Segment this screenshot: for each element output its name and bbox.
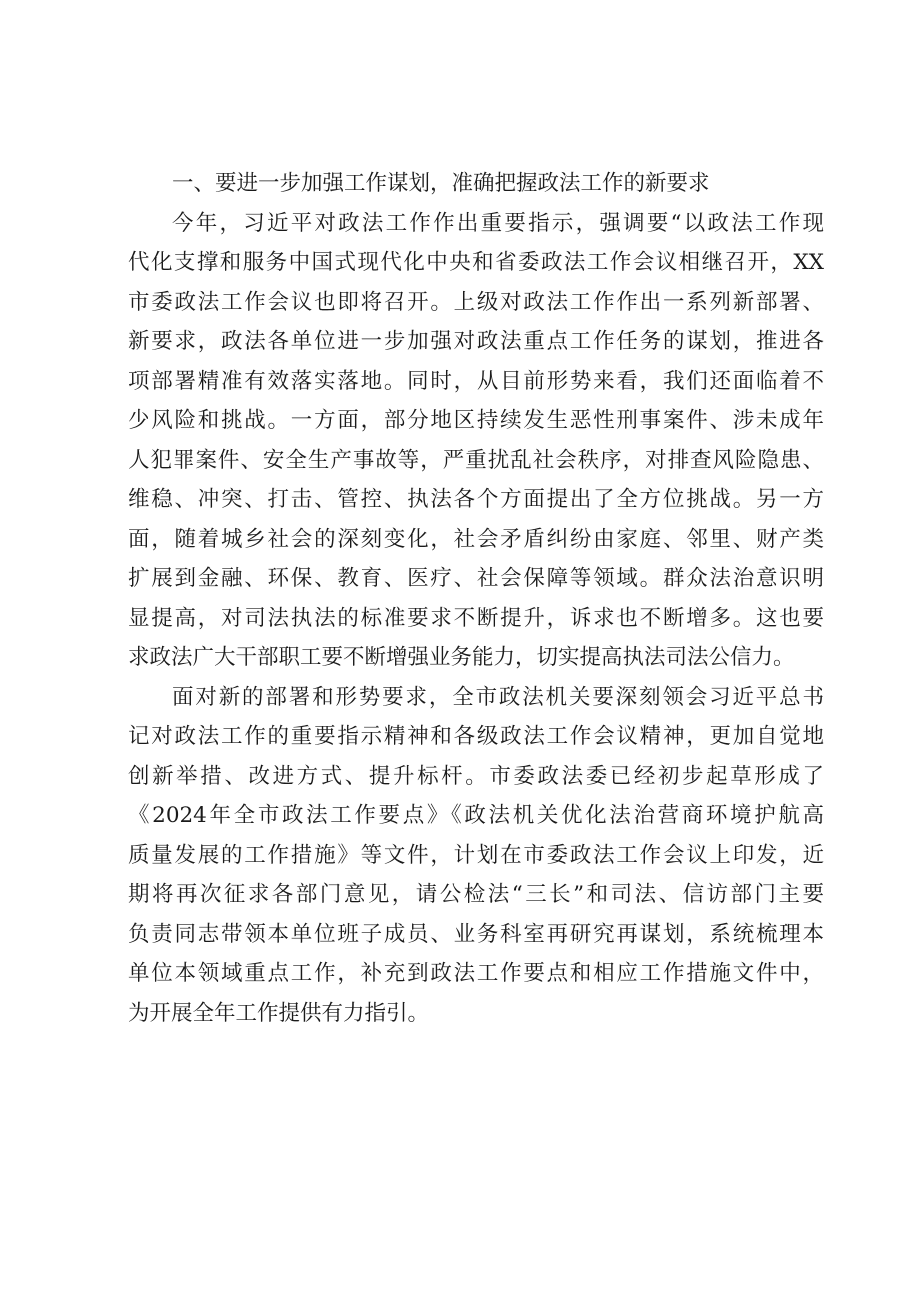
paragraph-line: 人犯罪案件、安全生产事故等，严重扰乱社会秩序，对排查风险隐患、 bbox=[128, 447, 824, 473]
paragraph-line: 维稳、冲突、打击、管控、执法各个方面提出了全方位挑战。另一方 bbox=[128, 487, 824, 512]
paragraph-line: 今年，习近平对政法工作作出重要指示，强调要“以政法工作现 bbox=[172, 210, 824, 236]
paragraph-1 bbox=[128, 204, 824, 678]
paragraph-line: 求政法广大干部职工要不断增强业务能力，切实提高执法司法公信力。 bbox=[128, 645, 795, 670]
paragraph-line: 少风险和挑战。一方面，部分地区持续发生恶性刑事案件、涉未成年 bbox=[128, 408, 824, 433]
document-body bbox=[128, 164, 824, 1033]
paragraph-line: 扩展到金融、环保、教育、医疗、社会保障等领域。群众法治意识明 bbox=[128, 566, 824, 591]
paragraph-line: 期将再次征求各部门意见，请公检法“三长”和司法、信访部门主要 bbox=[128, 882, 824, 907]
paragraph-line: 代化支撑和服务中国式现代化中央和省委政法工作会议相继召开，XX bbox=[128, 250, 824, 275]
paragraph-2 bbox=[128, 678, 824, 1034]
paragraph-line: 项部署精准有效落实落地。同时，从目前形势来看，我们还面临着不 bbox=[128, 368, 824, 394]
paragraph-line: 显提高，对司法执法的标准要求不断提升，诉求也不断增多。这也要 bbox=[128, 605, 824, 631]
paragraph-line: 面对新的部署和形势要求，全市政法机关要深刻领会习近平总书 bbox=[172, 684, 824, 710]
paragraph-line: 创新举措、改进方式、提升标杆。市委政法委已经初步起草形成了 bbox=[128, 763, 824, 789]
paragraph-line: 单位本领域重点工作，补充到政法工作要点和相应工作措施文件中， bbox=[128, 961, 824, 986]
paragraph-line: 质量发展的工作措施》等文件，计划在市委政法工作会议上印发，近 bbox=[128, 842, 824, 868]
paragraph-line: 记对政法工作的重要指示精神和各级政法工作会议精神，更加自觉地 bbox=[128, 724, 824, 749]
paragraph-line: 市委政法工作会议也即将召开。上级对政法工作作出一系列新部署、 bbox=[128, 289, 824, 315]
paragraph-line: 负责同志带领本单位班子成员、业务科室再研究再谋划，系统梳理本 bbox=[128, 921, 824, 947]
paragraph-line: 为开展全年工作提供有力指引。 bbox=[128, 1000, 430, 1026]
section-heading: 一、要进一步加强工作谋划，准确把握政法工作的新要求 bbox=[172, 171, 710, 196]
paragraph-line: 《2024年全市政法工作要点》《政法机关优化法治营商环境护航高 bbox=[128, 803, 824, 828]
paragraph-line: 新要求，政法各单位进一步加强对政法重点工作任务的谋划，推进各 bbox=[128, 329, 824, 354]
paragraph-line: 面，随着城乡社会的深刻变化，社会矛盾纠纷由家庭、邻里、财产类 bbox=[128, 526, 824, 552]
